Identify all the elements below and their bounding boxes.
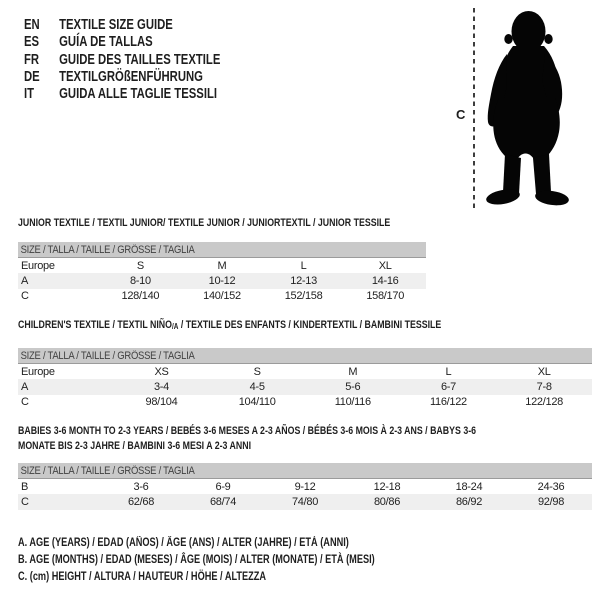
value-cell: 158/170 [366,290,405,303]
value-cell: L [445,365,452,378]
value-cell: 74/80 [264,494,346,510]
value-cell: 14-16 [344,273,426,289]
language-label: TEXTILGRÖßENFÜHRUNG [59,68,203,85]
legend-line-b: B. AGE (MONTHS) / EDAD (MESES) / ÂGE (MOIS) / ALTER (MONATE) / ETÀ (MESI) [18,554,375,566]
row-label-cell: A [18,273,100,289]
language-label: TEXTILE SIZE GUIDE [59,17,173,33]
language-code: DE [24,68,40,85]
toddler-body [485,11,570,207]
size-header-label: SIZE / TALLA / TAILLE / GRÖSSE / TAGLIA [20,349,195,362]
junior-table-title: JUNIOR TEXTILE / TEXTIL JUNIOR/ TEXTILE JUNIOR / JUNIORTEXTIL / JUNIOR TESSILE [18,217,391,229]
size-header-label: SIZE / TALLA / TAILLE / GRÖSSE / TAGLIA [20,243,195,256]
legend-line-a: A. AGE (YEARS) / EDAD (AÑOS) / ÂGE (ANS) / ALTER (JAHRE) / ETÀ (ANNI) [18,537,349,549]
value-cell: 7-8 [496,379,592,395]
value-cell: 6-7 [401,379,497,395]
value-cell: 128/140 [121,290,160,303]
row-label-cell: Europe [21,365,55,378]
measure-legend [18,535,375,586]
value-cell: M [217,259,227,272]
language-row [24,34,220,51]
value-cell: 110/116 [334,396,371,409]
value-cell: 152/158 [284,290,323,303]
row-label-cell: C [21,290,29,303]
value-cell: 18-24 [455,480,483,493]
height-measure-label: C [456,107,466,122]
language-list [24,17,220,103]
table-row [18,258,426,274]
language-code: ES [24,34,40,51]
language-code: IT [24,86,35,103]
row-label-cell: C [21,396,29,409]
value-cell: 92/98 [510,494,592,510]
children-table-title [18,319,441,333]
row-label-cell: B [21,480,29,493]
row-label-cell: A [18,379,114,395]
row-label-cell: C [18,494,100,510]
size-header-bar [18,242,426,258]
language-label: GUÍA DE TALLAS [59,34,153,51]
value-cell: 8-10 [100,273,182,289]
table-row [18,273,426,289]
value-cell: 140/152 [203,290,241,303]
value-cell: 12-13 [263,273,345,289]
children-title-prefix: CHILDREN'S TEXTILE / TEXTIL NIÑO [18,319,172,331]
table-row [18,289,426,305]
value-cell: 6-9 [215,480,231,493]
value-cell: 12-18 [373,480,401,493]
language-row [24,69,220,86]
children-title-sub: /A [171,322,179,331]
table-row [18,364,592,380]
value-cell: 3-6 [133,480,149,493]
language-row [24,86,220,103]
value-cell: 24-36 [537,480,565,493]
table-row [18,479,592,495]
value-cell: 5-6 [305,379,401,395]
size-header-bar [18,348,592,364]
language-row [24,17,220,34]
table-row [18,379,592,395]
value-cell: 9-12 [294,480,316,493]
language-row [24,52,220,69]
value-cell: XL [378,259,392,272]
table-row [18,494,592,510]
value-cell: 116/122 [430,396,467,409]
value-cell: 3-4 [114,379,210,395]
size-header-label: SIZE / TALLA / TAILLE / GRÖSSE / TAGLIA [20,464,195,477]
language-label: GUIDA ALLE TAGLIE TESSILI [59,86,218,103]
value-cell: 68/74 [182,494,264,510]
value-cell: 104/110 [238,396,276,409]
size-header-bar [18,463,592,479]
table-row [18,395,592,411]
value-cell: 10-12 [181,273,263,289]
children-title-suffix: / TEXTILE DES ENFANTS / KINDERTEXTIL / BAMBINI TESSILE [178,319,442,331]
babies-size-table [18,463,592,510]
value-cell: 86/92 [428,494,510,510]
junior-size-table [18,242,426,304]
value-cell: S [136,259,144,272]
value-cell: 80/86 [346,494,428,510]
legend-line-c: C. (cm) HEIGHT / ALTURA / HAUTEUR / HÖHE / ALTEZZA [18,571,267,583]
value-cell: 62/68 [100,494,182,510]
value-cell: S [253,365,261,378]
language-label: GUIDE DES TAILLES TEXTILE [59,51,221,68]
children-size-table [18,348,592,410]
language-code: EN [24,17,40,33]
value-cell: 4-5 [209,379,305,395]
babies-table-title: BABIES 3-6 MONTH TO 2-3 YEARS / BEBÉS 3-6 MESES A 2-3 AÑOS / BÉBÉS 3-6 MOIS À 2-3 ANS / BABYS 3-6 MONATE BIS 2-3 JAHRE / BAMBINI 3-6 MESI A 2-3 ANNI [18,425,477,452]
value-cell: XS [154,365,169,378]
value-cell: 98/104 [145,396,178,409]
value-cell: M [348,365,358,378]
row-label-cell: Europe [21,259,55,272]
value-cell: L [300,259,307,272]
language-code: FR [24,51,40,68]
value-cell: 122/128 [525,396,563,409]
value-cell: XL [537,365,551,378]
